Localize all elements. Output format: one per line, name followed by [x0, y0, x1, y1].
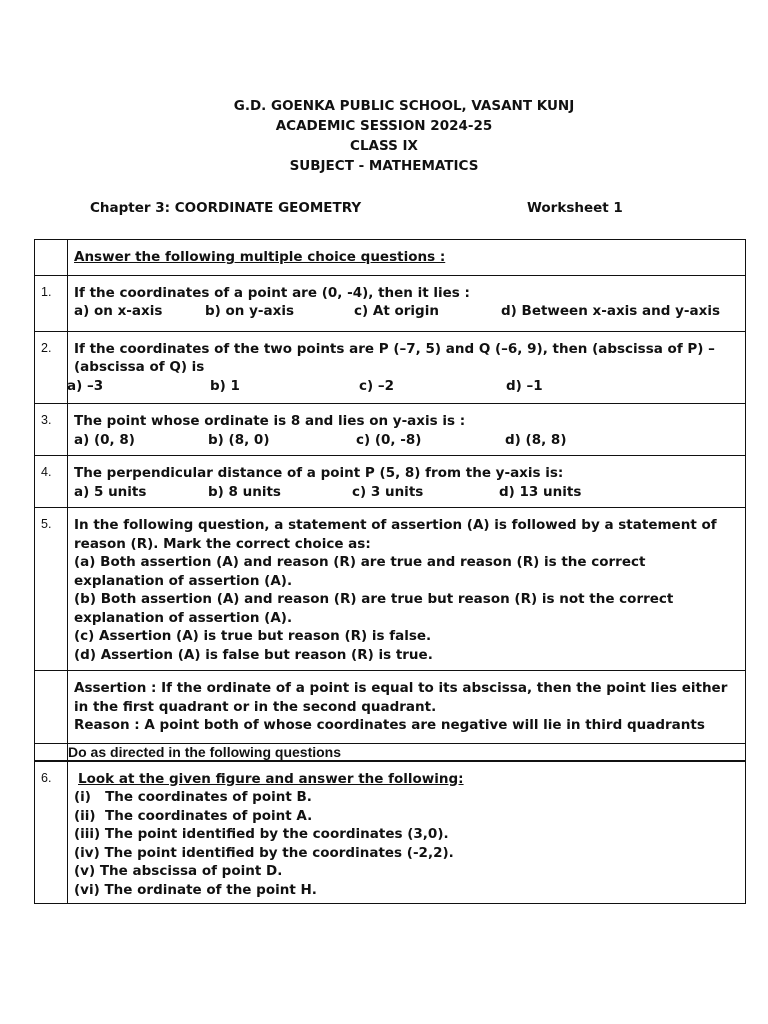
question-number: 5. [35, 508, 68, 671]
option-b: b) on y-axis [205, 303, 295, 319]
option-c: c) –2 [359, 377, 395, 394]
choice-c: (c) Assertion (A) is true but reason (R) is false. [74, 628, 432, 644]
question-number: 2. [35, 331, 68, 404]
option-b: b) 8 units [208, 483, 281, 500]
question-text: If the coordinates of the two points are P (–7, 5) and Q (–6, 9), then (abscissa of P) – (abscissa of Q) is [74, 340, 715, 375]
q6-item-4: (iv) The point identified by the coordinates (-2,2). [74, 844, 454, 861]
option-a: a) 5 units [74, 483, 147, 500]
academic-session: ACADEMIC SESSION 2024-25 [275, 118, 493, 134]
options-row [67, 377, 737, 396]
school-name: G.D. GOENKA PUBLIC SCHOOL, VASANT KUNJ [233, 98, 575, 114]
option-a: a) on x-axis [74, 303, 163, 319]
question-row [35, 761, 746, 904]
assertion-reason-row [35, 671, 746, 744]
question-row [35, 275, 746, 331]
chapter-row [90, 200, 650, 216]
q6-item-2: (ii) The coordinates of point A. [74, 807, 313, 824]
q6-item-1: (i) The coordinates of point B. [74, 789, 312, 805]
question-row [35, 508, 746, 671]
option-c: c) 3 units [352, 483, 424, 500]
question-text: If the coordinates of a point are (0, -4), then it lies : [74, 284, 470, 301]
question-row [35, 331, 746, 404]
question-row [35, 404, 746, 456]
worksheet-header [0, 96, 768, 176]
options-row [74, 431, 737, 450]
option-d: d) –1 [506, 377, 543, 394]
mcq-heading-row [35, 240, 746, 276]
q6-item-3: (iii) The point identified by the coordinates (3,0). [74, 826, 449, 842]
mcq-heading: Answer the following multiple choice questions : [74, 249, 446, 265]
option-d: d) (8, 8) [505, 431, 567, 448]
choice-a: (a) Both assertion (A) and reason (R) are true and reason (R) is the correct explanation of assertion (A). [74, 554, 646, 589]
question-text: The perpendicular distance of a point P (5, 8) from the y-axis is: [74, 465, 564, 481]
option-d: d) 13 units [499, 483, 582, 500]
subject-label: SUBJECT - MATHEMATICS [289, 158, 479, 174]
assertion-instructions: In the following question, a statement of assertion (A) is followed by a statement of reason (R). Mark the correct choice as: [74, 517, 717, 552]
q6-item-5: (v) The abscissa of point D. [74, 863, 283, 879]
section2-heading: Do as directed in the following questions [68, 743, 746, 761]
question-number: 6. [35, 761, 68, 904]
question-text: The point whose ordinate is 8 and lies on y-axis is : [74, 413, 466, 429]
q6-heading: Look at the given figure and answer the following: [78, 770, 464, 787]
question-number: 4. [35, 456, 68, 508]
question-number: 1. [35, 275, 68, 331]
option-c: c) At origin [354, 303, 439, 319]
option-d: d) Between x-axis and y-axis [501, 303, 720, 319]
option-b: b) (8, 0) [208, 431, 270, 448]
option-a: a) –3 [67, 377, 104, 394]
option-b: b) 1 [210, 377, 240, 394]
options-row [74, 302, 737, 321]
worksheet-number: Worksheet 1 [527, 200, 623, 216]
question-row [35, 456, 746, 508]
reason-text: Reason : A point both of whose coordinates are negative will lie in third quadrants [74, 717, 705, 733]
choice-d: (d) Assertion (A) is false but reason (R) is true. [74, 646, 433, 663]
choice-b: (b) Both assertion (A) and reason (R) are true but reason (R) is not the correct explanation of assertion (A). [74, 591, 674, 626]
class-label: CLASS IX [350, 138, 418, 154]
option-a: a) (0, 8) [74, 431, 135, 448]
q6-item-6: (vi) The ordinate of the point H. [74, 881, 317, 898]
worksheet-table [34, 239, 746, 904]
section-heading-row [35, 743, 746, 761]
options-row [74, 483, 737, 502]
option-c: c) (0, -8) [356, 431, 422, 448]
question-number: 3. [35, 404, 68, 456]
assertion-text: Assertion : If the ordinate of a point is equal to its abscissa, then the point lies either in the first quadrant or in the second quadrant. [74, 680, 728, 715]
chapter-title: Chapter 3: COORDINATE GEOMETRY [90, 200, 362, 216]
